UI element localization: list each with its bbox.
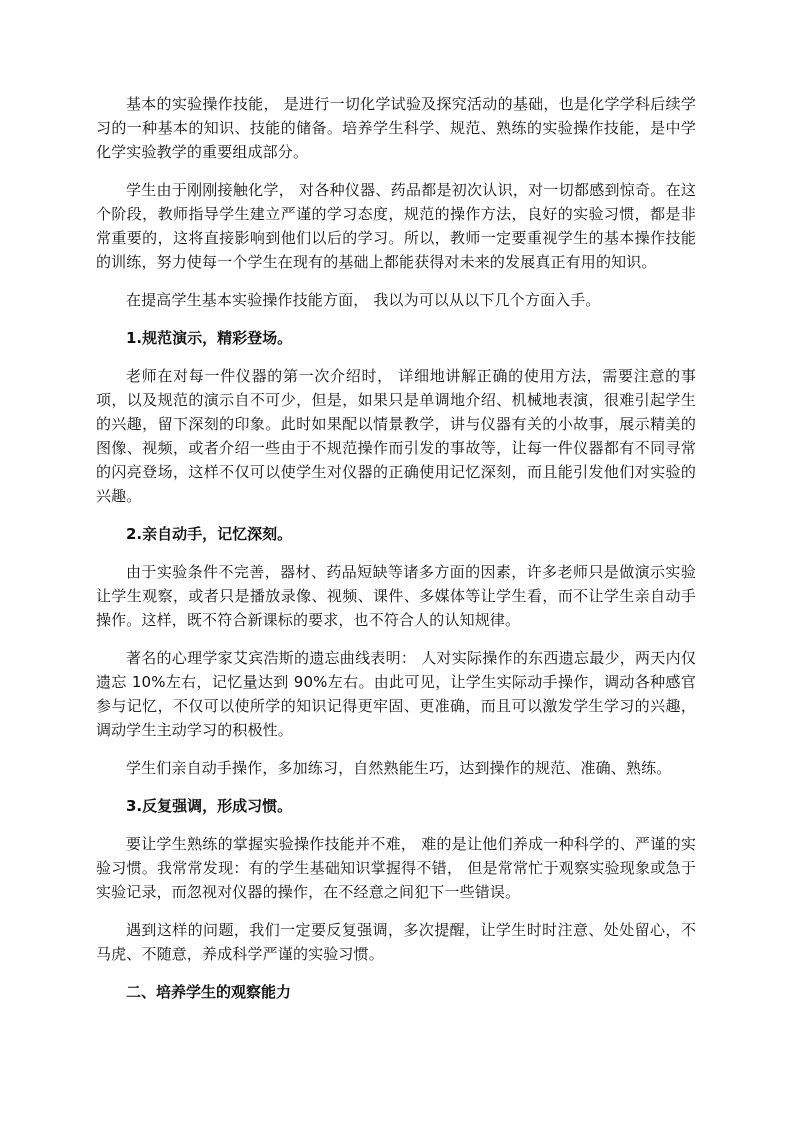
paragraph-forgetting-curve: 著名的心理学家艾宾浩斯的遗忘曲线表明： 人对实际操作的东西遗忘最少，两天内仅遗忘 10%左右，记忆量达到 90%左右。由此可见，让学生实际动手操作，调动各种感官参与记忆，不仅可以使所学的知识记得更牢固、更准确，而且可以激发学生学习的兴趣，调动学生主动学习的积极性。	[96, 649, 696, 739]
paragraph-hands-on: 由于实验条件不完善，器材、药品短缺等诸多方面的因素，许多老师只是做演示实验让学生观察，或者只是播放录像、视频、课件、多媒体等让学生看，而不让学生亲自动手操作。这样，既不符合新课标的要求，也不符合人的认知规律。	[96, 563, 696, 629]
heading-observation: 二、培养学生的观察能力	[126, 983, 292, 1001]
heading-section-2: 2.亲自动手，记忆深刻。	[126, 525, 293, 543]
paragraph-approach: 在提高学生基本实验操作技能方面， 我以为可以从以下几个方面入手。	[126, 291, 601, 309]
heading-section-3: 3.反复强调，形成习惯。	[126, 797, 293, 815]
paragraph-student-habits: 学生由于刚刚接触化学， 对各种仪器、药品都是初次认识，对一切都感到惊奇。在这个阶段，教师指导学生建立严谨的学习态度，规范的操作方法，良好的实验习惯，都是非常重要的，这将直接影响到他们以后的学习。所以，教师一定要重视学生的基本操作技能的训练，努力使每一个学生在现有的基础上都能获得对未来的发展真正有用的知识。	[96, 181, 696, 271]
paragraph-demonstration: 老师在对每一件仪器的第一次介绍时， 详细地讲解正确的使用方法，需要注意的事项，以及规范的演示自不可少，但是，如果只是单调地介绍、机械地表演，很难引起学生的兴趣，留下深刻的印象。此时如果配以情景教学，讲与仪器有关的小故事，展示精美的图像、视频，或者介绍一些由于不规范操作而引发的事故等，让每一件仪器都有不同寻常的闪亮登场，这样不仅可以使学生对仪器的正确使用记忆深刻，而且能引发他们对实验的兴趣。	[96, 367, 696, 505]
paragraph-intro: 基本的实验操作技能， 是进行一切化学试验及探究活动的基础，也是化学学科后续学习的一种基本的知识、技能的储备。培养学生科学、规范、熟练的实验操作技能，是中学化学实验教学的重要组成部分。	[96, 95, 696, 161]
paragraph-habits: 要让学生熟练的掌握实验操作技能并不难， 难的是让他们养成一种科学的、严谨的实验习惯。我常常发现：有的学生基础知识掌握得不错， 但是常常忙于观察实验现象或急于实验记录，而忽视对仪器的操作，在不经意之间犯下一些错误。	[96, 835, 696, 901]
document-page	[96, 92, 696, 1018]
heading-section-1: 1.规范演示，精彩登场。	[126, 329, 293, 347]
paragraph-reminders: 遇到这样的问题，我们一定要反复强调，多次提醒，让学生时时注意、处处留心，不马虎、不随意，养成科学严谨的实验习惯。	[96, 921, 696, 963]
paragraph-practice: 学生们亲自动手操作，多加练习，自然熟能生巧，达到操作的规范、准确、熟练。	[126, 759, 672, 777]
